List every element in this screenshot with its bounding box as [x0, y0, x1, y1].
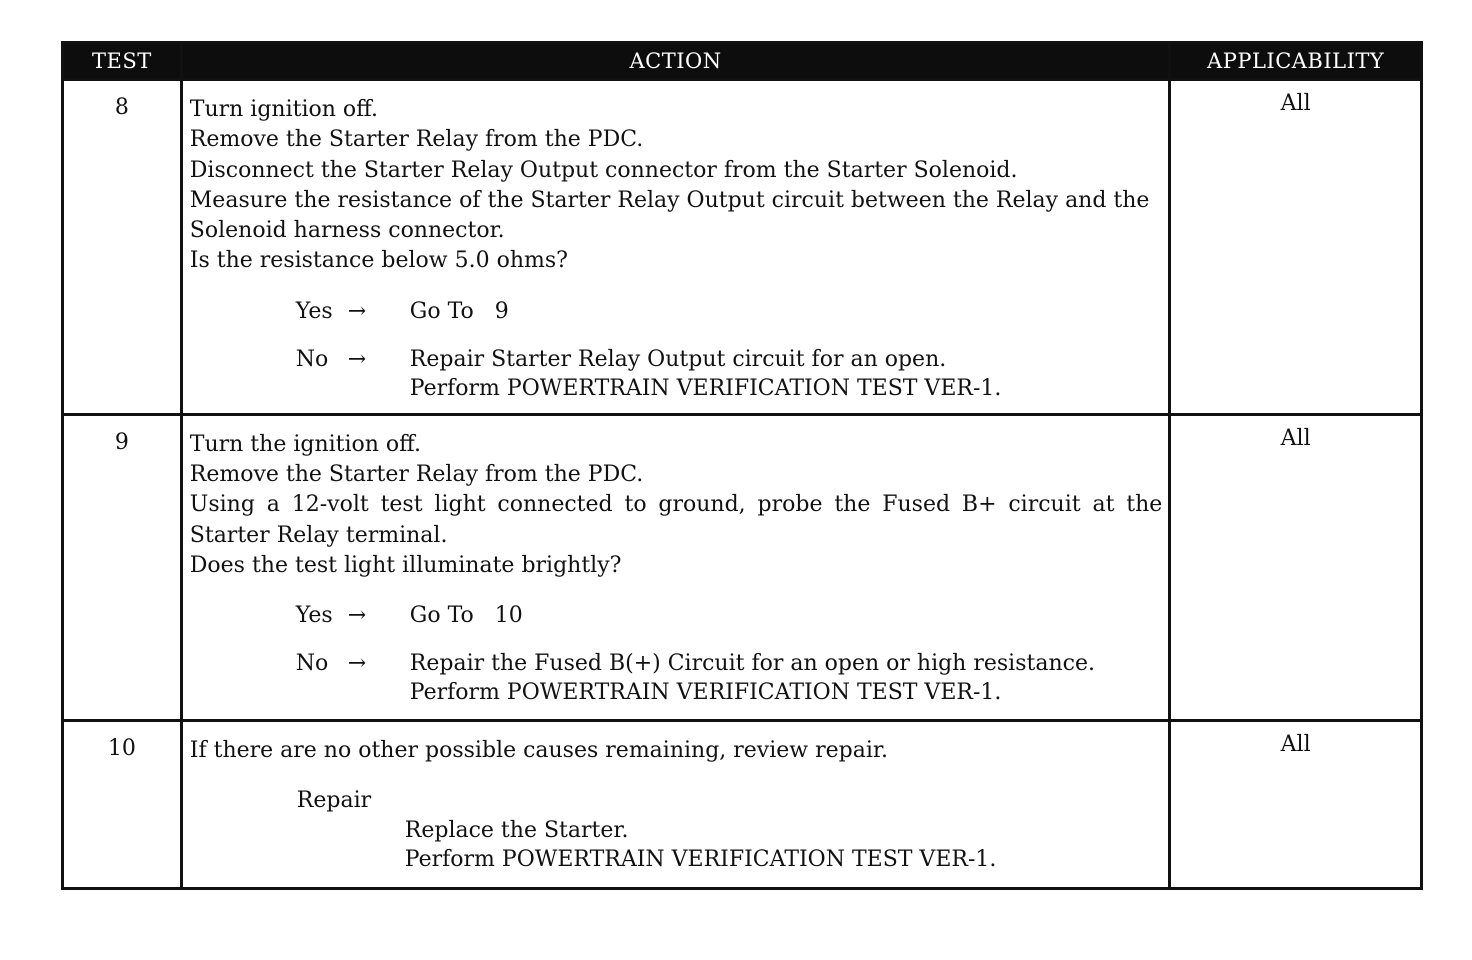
action-step: Turn ignition off. [189, 97, 378, 122]
no-outcome [410, 345, 1163, 403]
no-label: No [295, 651, 329, 677]
yes-branch [296, 601, 1163, 630]
repair-line: Replace the Starter. [404, 818, 629, 844]
arrow-right-icon: → [347, 298, 367, 324]
test-number: 9 [63, 414, 182, 720]
no-branch [296, 649, 1163, 707]
arrow-right-icon: → [347, 651, 367, 677]
no-outcome [410, 649, 1163, 707]
yes-label: Yes [295, 298, 333, 324]
action-question: Is the resistance below 5.0 ohms? [189, 248, 568, 274]
no-outcome-line: Perform POWERTRAIN VERIFICATION TEST VER-1. [409, 680, 1002, 706]
action-step: Disconnect the Starter Relay Output connector from the Starter Solenoid. [189, 157, 1018, 183]
action-step: Starter Relay terminal. [189, 522, 448, 548]
action-step: Remove the Starter Relay from the PDC. [189, 127, 644, 153]
action-step: If there are no other possible causes remaining, review repair. [189, 737, 888, 763]
repair-outcome [405, 816, 1163, 874]
applicability-value: All [1170, 414, 1422, 720]
action-step: Measure the resistance of the Starter Relay Output circuit between the Relay and the Solenoid harness connector. [189, 187, 1150, 244]
action-step: Remove the Starter Relay from the PDC. [189, 462, 644, 488]
repair-line: Perform POWERTRAIN VERIFICATION TEST VER-1. [404, 847, 997, 873]
header-test: TEST [63, 43, 182, 80]
header-row [63, 43, 1422, 80]
arrow-right-icon: → [347, 603, 367, 629]
applicability-value: All [1170, 720, 1422, 888]
header-action: ACTION [181, 43, 1170, 80]
repair-label: Repair [296, 788, 372, 814]
diagnostic-test-table [61, 41, 1423, 890]
yes-branch [296, 297, 1163, 326]
yes-outcome: Go To 9 [409, 298, 509, 324]
test-row-9 [63, 414, 1422, 720]
no-outcome-line: Repair the Fused B(+) Circuit for an open or high resistance. [409, 651, 1095, 677]
no-outcome-line: Repair Starter Relay Output circuit for an open. [409, 346, 947, 372]
header-applicability: APPLICABILITY [1170, 43, 1422, 80]
action-cell [181, 80, 1170, 415]
no-branch [296, 345, 1163, 403]
yes-outcome: Go To 10 [409, 603, 523, 629]
yes-label: Yes [295, 603, 333, 629]
action-step: Turn the ignition off. [189, 431, 422, 457]
arrow-right-icon: → [347, 346, 367, 372]
test-number: 8 [63, 80, 182, 415]
table-header [63, 43, 1422, 80]
action-step: Using a 12-volt test light connected to ground, probe the Fused B+ circuit at the [189, 492, 1163, 518]
test-row-8 [63, 80, 1422, 415]
action-question: Does the test light illuminate brightly? [189, 552, 622, 578]
applicability-value: All [1170, 80, 1422, 415]
test-row-10 [63, 720, 1422, 888]
action-cell [181, 720, 1170, 888]
action-cell [181, 414, 1170, 720]
test-number: 10 [63, 720, 182, 888]
no-outcome-line: Perform POWERTRAIN VERIFICATION TEST VER-1. [409, 375, 1002, 401]
no-label: No [295, 346, 329, 372]
